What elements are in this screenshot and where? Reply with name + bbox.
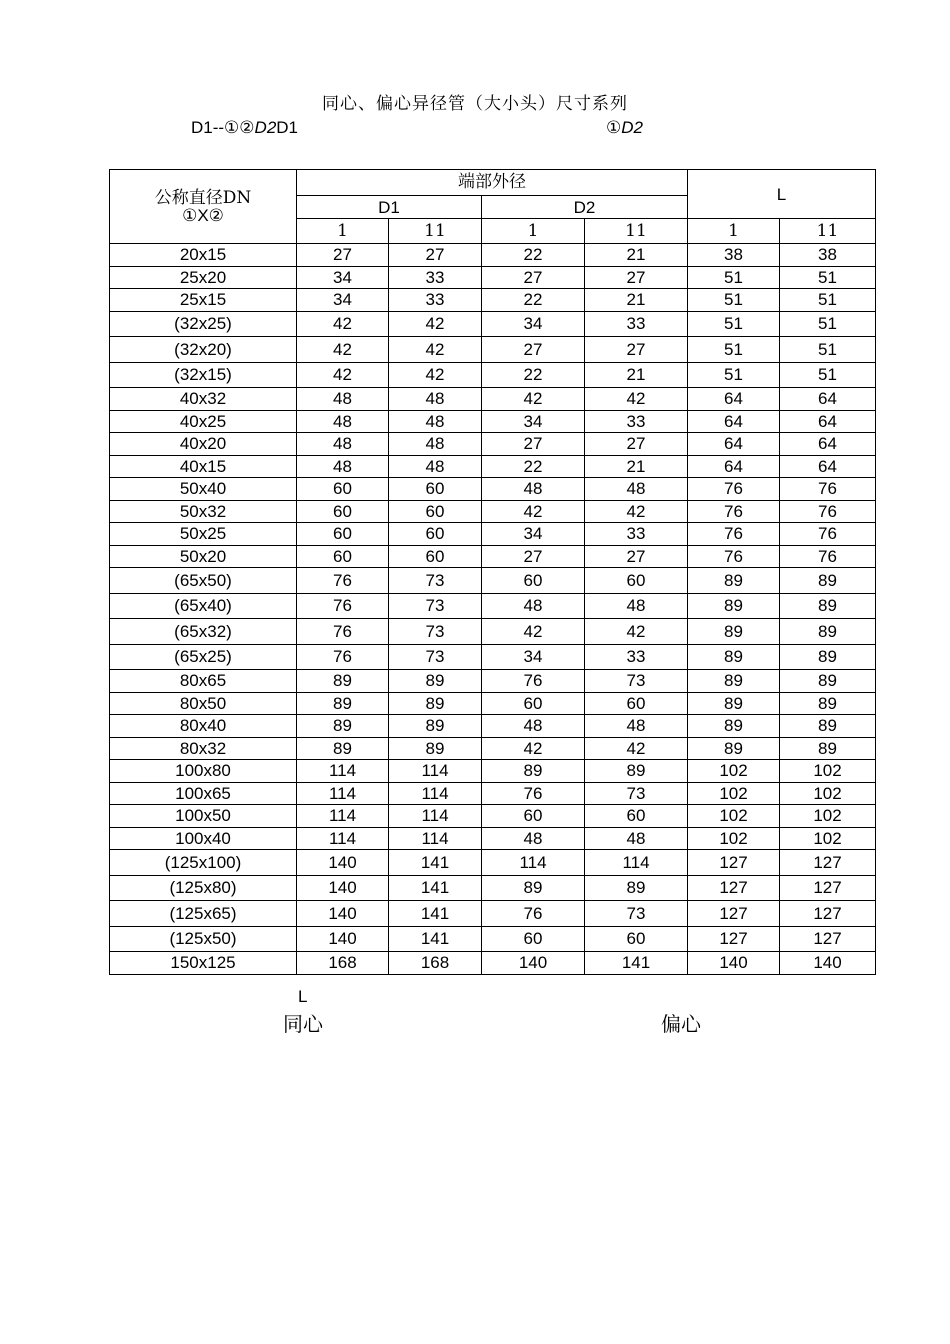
subtitle-right: ①D2 xyxy=(606,118,643,137)
header-d2: D2 xyxy=(482,196,688,219)
cell-value: 27 xyxy=(297,244,389,267)
table-row xyxy=(110,568,876,594)
cell-value: 73 xyxy=(585,670,688,693)
cell-value: 34 xyxy=(482,311,585,337)
cell-value: 73 xyxy=(389,593,482,619)
cell-dn: 80x50 xyxy=(110,692,297,715)
footer-concentric-label: 同心 xyxy=(283,1012,323,1036)
cell-value: 89 xyxy=(688,644,780,670)
cell-value: 76 xyxy=(297,619,389,645)
cell-value: 42 xyxy=(482,388,585,411)
cell-dn: 100x65 xyxy=(110,782,297,805)
table-row xyxy=(110,901,876,927)
cell-value: 33 xyxy=(389,266,482,289)
cell-value: 102 xyxy=(688,827,780,850)
cell-value: 42 xyxy=(585,737,688,760)
cell-value: 89 xyxy=(780,619,876,645)
cell-value: 89 xyxy=(389,670,482,693)
cell-value: 21 xyxy=(585,362,688,388)
cell-value: 114 xyxy=(389,760,482,783)
header-sub-3: 11 xyxy=(585,219,688,244)
cell-value: 102 xyxy=(780,805,876,828)
cell-value: 60 xyxy=(389,500,482,523)
table-row xyxy=(110,523,876,546)
cell-value: 102 xyxy=(780,827,876,850)
cell-value: 127 xyxy=(688,926,780,952)
cell-value: 48 xyxy=(297,455,389,478)
footer-eccentric-label: 偏心 xyxy=(661,1012,701,1036)
header-dn-line2: ①X② xyxy=(182,205,224,225)
cell-value: 51 xyxy=(780,362,876,388)
table-row xyxy=(110,478,876,501)
table-row xyxy=(110,433,876,456)
dimension-table xyxy=(109,169,876,975)
cell-value: 168 xyxy=(297,952,389,975)
cell-value: 64 xyxy=(780,388,876,411)
cell-dn: 80x32 xyxy=(110,737,297,760)
cell-value: 76 xyxy=(780,523,876,546)
cell-value: 76 xyxy=(688,478,780,501)
cell-value: 73 xyxy=(389,644,482,670)
cell-value: 89 xyxy=(585,760,688,783)
cell-value: 140 xyxy=(688,952,780,975)
cell-value: 64 xyxy=(780,455,876,478)
table-row xyxy=(110,782,876,805)
cell-value: 141 xyxy=(389,901,482,927)
cell-value: 48 xyxy=(297,388,389,411)
cell-value: 60 xyxy=(585,926,688,952)
cell-value: 102 xyxy=(780,760,876,783)
cell-dn: 80x40 xyxy=(110,715,297,738)
cell-dn: (32x15) xyxy=(110,362,297,388)
cell-dn: (125x65) xyxy=(110,901,297,927)
cell-value: 127 xyxy=(780,901,876,927)
cell-value: 48 xyxy=(585,827,688,850)
header-dn-line1: 公称直径DN xyxy=(154,187,252,208)
cell-value: 42 xyxy=(585,388,688,411)
cell-value: 102 xyxy=(688,805,780,828)
cell-value: 38 xyxy=(780,244,876,267)
cell-value: 127 xyxy=(688,901,780,927)
cell-dn: 25x15 xyxy=(110,289,297,312)
header-sub-2: 1 xyxy=(482,219,585,244)
cell-value: 27 xyxy=(482,337,585,363)
cell-dn: (65x50) xyxy=(110,568,297,594)
cell-value: 33 xyxy=(585,644,688,670)
cell-value: 114 xyxy=(585,850,688,876)
table-row xyxy=(110,644,876,670)
cell-value: 21 xyxy=(585,455,688,478)
cell-dn: (65x25) xyxy=(110,644,297,670)
table-row xyxy=(110,619,876,645)
header-sub-5: 11 xyxy=(780,219,876,244)
cell-dn: 25x20 xyxy=(110,266,297,289)
cell-value: 89 xyxy=(389,692,482,715)
cell-dn: 100x40 xyxy=(110,827,297,850)
table-row xyxy=(110,410,876,433)
cell-dn: 100x50 xyxy=(110,805,297,828)
table-row xyxy=(110,593,876,619)
cell-value: 34 xyxy=(297,289,389,312)
table-row xyxy=(110,670,876,693)
cell-value: 76 xyxy=(780,500,876,523)
cell-value: 42 xyxy=(389,311,482,337)
cell-value: 64 xyxy=(688,455,780,478)
table-row xyxy=(110,266,876,289)
cell-value: 51 xyxy=(688,266,780,289)
header-sub-0: 1 xyxy=(297,219,389,244)
cell-value: 89 xyxy=(688,737,780,760)
cell-value: 102 xyxy=(688,760,780,783)
cell-value: 34 xyxy=(482,410,585,433)
table-row xyxy=(110,692,876,715)
cell-dn: 40x32 xyxy=(110,388,297,411)
cell-value: 51 xyxy=(688,311,780,337)
cell-value: 27 xyxy=(585,433,688,456)
cell-value: 73 xyxy=(389,619,482,645)
cell-value: 64 xyxy=(688,388,780,411)
cell-value: 33 xyxy=(389,289,482,312)
cell-dn: (32x20) xyxy=(110,337,297,363)
cell-value: 89 xyxy=(780,715,876,738)
cell-dn: (125x100) xyxy=(110,850,297,876)
cell-value: 64 xyxy=(688,410,780,433)
cell-value: 60 xyxy=(482,805,585,828)
cell-value: 27 xyxy=(482,433,585,456)
cell-value: 48 xyxy=(389,433,482,456)
cell-value: 140 xyxy=(297,850,389,876)
cell-value: 42 xyxy=(389,362,482,388)
cell-value: 140 xyxy=(297,901,389,927)
cell-value: 48 xyxy=(482,593,585,619)
cell-dn: 40x25 xyxy=(110,410,297,433)
cell-value: 48 xyxy=(389,410,482,433)
cell-value: 48 xyxy=(389,455,482,478)
cell-value: 102 xyxy=(780,782,876,805)
cell-value: 89 xyxy=(297,670,389,693)
cell-value: 42 xyxy=(297,362,389,388)
cell-value: 89 xyxy=(688,568,780,594)
cell-value: 114 xyxy=(297,827,389,850)
table-row xyxy=(110,545,876,568)
cell-dn: (65x32) xyxy=(110,619,297,645)
cell-value: 141 xyxy=(389,926,482,952)
cell-value: 48 xyxy=(482,827,585,850)
cell-dn: (125x80) xyxy=(110,875,297,901)
cell-value: 22 xyxy=(482,455,585,478)
cell-value: 73 xyxy=(389,568,482,594)
cell-dn: 150x125 xyxy=(110,952,297,975)
cell-value: 76 xyxy=(780,478,876,501)
table-row xyxy=(110,827,876,850)
cell-dn: 50x40 xyxy=(110,478,297,501)
cell-dn: (125x50) xyxy=(110,926,297,952)
table-row xyxy=(110,805,876,828)
cell-value: 48 xyxy=(297,410,389,433)
cell-value: 48 xyxy=(585,478,688,501)
cell-dn: (65x40) xyxy=(110,593,297,619)
cell-value: 89 xyxy=(297,737,389,760)
cell-dn: 20x15 xyxy=(110,244,297,267)
cell-value: 89 xyxy=(389,715,482,738)
cell-value: 33 xyxy=(585,410,688,433)
cell-value: 42 xyxy=(482,619,585,645)
cell-value: 60 xyxy=(482,692,585,715)
header-l: L xyxy=(688,170,876,219)
cell-value: 33 xyxy=(585,311,688,337)
cell-value: 127 xyxy=(780,850,876,876)
cell-value: 60 xyxy=(482,926,585,952)
cell-value: 76 xyxy=(297,644,389,670)
cell-value: 34 xyxy=(482,523,585,546)
cell-value: 89 xyxy=(482,760,585,783)
cell-value: 140 xyxy=(482,952,585,975)
cell-value: 64 xyxy=(688,433,780,456)
cell-dn: 100x80 xyxy=(110,760,297,783)
cell-value: 168 xyxy=(389,952,482,975)
cell-value: 51 xyxy=(780,266,876,289)
cell-value: 60 xyxy=(297,478,389,501)
cell-value: 89 xyxy=(780,593,876,619)
cell-value: 21 xyxy=(585,244,688,267)
page-title: 同心、偏心异径管（大小头）尺寸系列 xyxy=(322,94,628,114)
cell-value: 51 xyxy=(780,289,876,312)
cell-value: 89 xyxy=(780,737,876,760)
cell-value: 127 xyxy=(780,875,876,901)
cell-dn: 50x20 xyxy=(110,545,297,568)
header-sub-1: 11 xyxy=(389,219,482,244)
cell-value: 48 xyxy=(482,715,585,738)
subtitle-left-italic: ②D2 xyxy=(239,118,277,137)
table-row xyxy=(110,715,876,738)
cell-value: 76 xyxy=(688,545,780,568)
cell-value: 60 xyxy=(389,545,482,568)
cell-value: 102 xyxy=(688,782,780,805)
cell-value: 27 xyxy=(389,244,482,267)
table-row xyxy=(110,737,876,760)
cell-value: 60 xyxy=(482,568,585,594)
cell-value: 60 xyxy=(389,523,482,546)
cell-value: 48 xyxy=(585,593,688,619)
cell-value: 76 xyxy=(297,593,389,619)
header-end-outer-diameter: 端部外径 xyxy=(297,170,688,196)
cell-value: 114 xyxy=(297,805,389,828)
cell-value: 89 xyxy=(780,644,876,670)
cell-value: 73 xyxy=(585,901,688,927)
cell-value: 60 xyxy=(585,805,688,828)
cell-value: 127 xyxy=(780,926,876,952)
table-row xyxy=(110,760,876,783)
cell-value: 89 xyxy=(688,715,780,738)
table-row xyxy=(110,362,876,388)
cell-value: 89 xyxy=(688,593,780,619)
cell-value: 140 xyxy=(297,875,389,901)
cell-value: 76 xyxy=(688,523,780,546)
cell-value: 89 xyxy=(780,568,876,594)
cell-value: 51 xyxy=(780,337,876,363)
cell-value: 89 xyxy=(780,692,876,715)
cell-value: 27 xyxy=(482,266,585,289)
cell-value: 21 xyxy=(585,289,688,312)
cell-value: 89 xyxy=(780,670,876,693)
cell-value: 89 xyxy=(585,875,688,901)
cell-value: 114 xyxy=(389,782,482,805)
cell-value: 27 xyxy=(585,266,688,289)
cell-value: 42 xyxy=(482,737,585,760)
cell-value: 34 xyxy=(297,266,389,289)
header-sub-4: 1 xyxy=(688,219,780,244)
cell-value: 60 xyxy=(297,500,389,523)
subtitle-left-plain: D1--① xyxy=(191,118,240,137)
cell-value: 42 xyxy=(482,500,585,523)
cell-value: 73 xyxy=(585,782,688,805)
cell-value: 76 xyxy=(482,782,585,805)
table-row xyxy=(110,500,876,523)
cell-value: 64 xyxy=(780,433,876,456)
cell-value: 51 xyxy=(688,362,780,388)
cell-value: 48 xyxy=(297,433,389,456)
cell-value: 141 xyxy=(585,952,688,975)
footer-l-mark: L xyxy=(298,987,308,1006)
cell-value: 22 xyxy=(482,244,585,267)
cell-value: 141 xyxy=(389,875,482,901)
cell-value: 60 xyxy=(297,523,389,546)
table-row xyxy=(110,455,876,478)
cell-value: 48 xyxy=(389,388,482,411)
subtitle-left xyxy=(191,118,298,138)
cell-value: 89 xyxy=(389,737,482,760)
cell-value: 89 xyxy=(297,715,389,738)
cell-value: 51 xyxy=(688,337,780,363)
cell-value: 114 xyxy=(389,827,482,850)
cell-value: 89 xyxy=(297,692,389,715)
cell-dn: 80x65 xyxy=(110,670,297,693)
cell-dn: (32x25) xyxy=(110,311,297,337)
cell-value: 76 xyxy=(297,568,389,594)
cell-value: 76 xyxy=(688,500,780,523)
cell-dn: 40x20 xyxy=(110,433,297,456)
header-d1: D1 xyxy=(297,196,482,219)
subtitle-left-tail: D1 xyxy=(276,118,299,137)
header-nominal-diameter xyxy=(110,170,297,244)
cell-value: 42 xyxy=(297,337,389,363)
cell-value: 48 xyxy=(482,478,585,501)
cell-value: 127 xyxy=(688,875,780,901)
cell-value: 60 xyxy=(389,478,482,501)
cell-dn: 50x32 xyxy=(110,500,297,523)
cell-value: 51 xyxy=(780,311,876,337)
cell-value: 114 xyxy=(482,850,585,876)
table-row xyxy=(110,850,876,876)
cell-value: 27 xyxy=(585,337,688,363)
cell-value: 114 xyxy=(297,782,389,805)
table-row xyxy=(110,388,876,411)
table-row xyxy=(110,311,876,337)
cell-value: 42 xyxy=(297,311,389,337)
table-row xyxy=(110,875,876,901)
table-row xyxy=(110,926,876,952)
cell-value: 114 xyxy=(297,760,389,783)
cell-value: 27 xyxy=(482,545,585,568)
cell-value: 89 xyxy=(688,670,780,693)
cell-value: 51 xyxy=(688,289,780,312)
cell-dn: 40x15 xyxy=(110,455,297,478)
cell-value: 38 xyxy=(688,244,780,267)
cell-value: 33 xyxy=(585,523,688,546)
cell-value: 141 xyxy=(389,850,482,876)
table-row xyxy=(110,244,876,267)
cell-value: 89 xyxy=(688,619,780,645)
cell-value: 48 xyxy=(585,715,688,738)
cell-value: 89 xyxy=(482,875,585,901)
cell-value: 60 xyxy=(585,692,688,715)
cell-value: 42 xyxy=(585,619,688,645)
cell-value: 22 xyxy=(482,362,585,388)
table-row xyxy=(110,952,876,975)
cell-value: 60 xyxy=(297,545,389,568)
cell-value: 64 xyxy=(780,410,876,433)
table-row xyxy=(110,337,876,363)
cell-value: 140 xyxy=(780,952,876,975)
table-row xyxy=(110,289,876,312)
cell-value: 140 xyxy=(297,926,389,952)
cell-value: 114 xyxy=(389,805,482,828)
cell-value: 34 xyxy=(482,644,585,670)
cell-value: 42 xyxy=(389,337,482,363)
cell-value: 76 xyxy=(482,670,585,693)
cell-value: 127 xyxy=(688,850,780,876)
cell-value: 76 xyxy=(482,901,585,927)
cell-value: 89 xyxy=(688,692,780,715)
cell-value: 22 xyxy=(482,289,585,312)
cell-value: 76 xyxy=(780,545,876,568)
cell-value: 27 xyxy=(585,545,688,568)
cell-dn: 50x25 xyxy=(110,523,297,546)
cell-value: 60 xyxy=(585,568,688,594)
cell-value: 42 xyxy=(585,500,688,523)
